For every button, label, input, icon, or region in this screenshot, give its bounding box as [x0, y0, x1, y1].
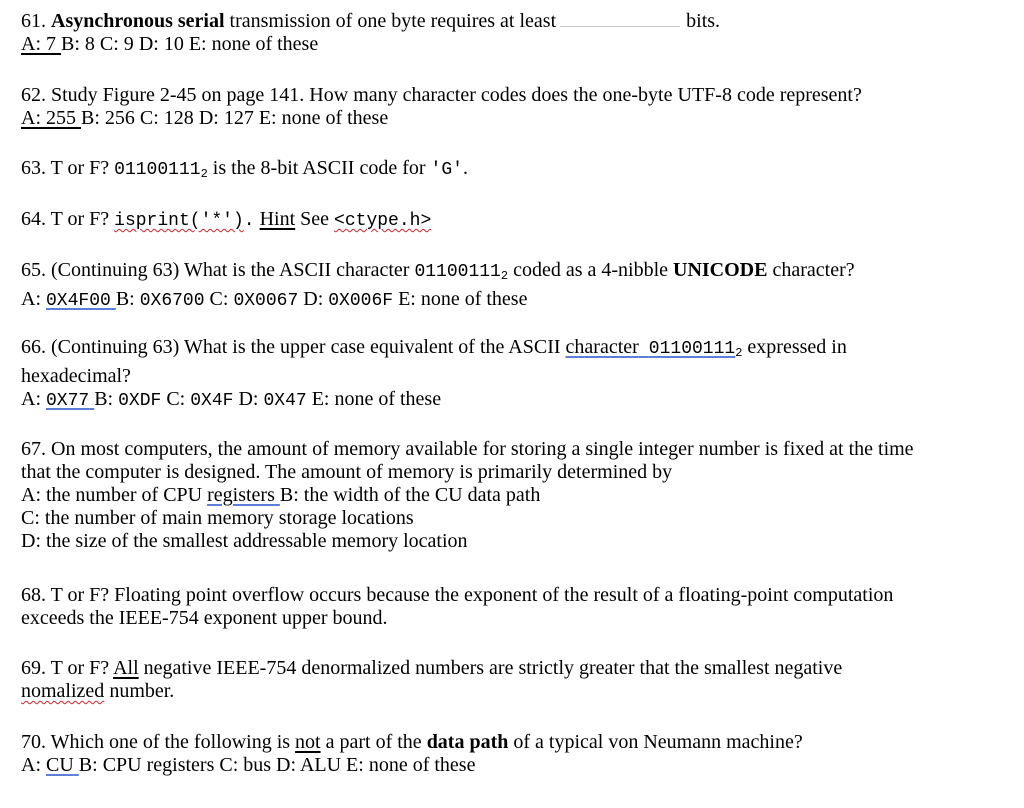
q69-end: number.	[109, 680, 175, 702]
q66-line2: hexadecimal?	[21, 365, 131, 387]
q63-prefix: 63. T or F?	[21, 157, 110, 179]
q68-line1: 68. T or F? Floating point overflow occurs because the exponent of the result of a floating-point computation	[21, 584, 894, 606]
q69-text: negative IEEE-754 denormalized numbers are strictly greater that the smallest negative	[143, 657, 843, 679]
q61-tail: bits.	[686, 10, 721, 32]
q70-a-label: A:	[21, 754, 41, 776]
q66-prefix: 66. (Continuing 63) What is the upper case equivalent of the ASCII	[21, 336, 561, 358]
q63-char-literal: 'G'	[430, 160, 463, 180]
q66-option-e: E: none of these	[311, 388, 442, 410]
q65-option-c: 0X0067	[233, 291, 299, 311]
q67-option-a-word: registers	[207, 484, 275, 506]
q66-word: character	[565, 336, 639, 358]
q68-line2: exceeds the IEEE-754 exponent upper bound.	[21, 607, 388, 629]
q65-text: coded as a 4-nibble	[513, 259, 669, 281]
q70-option-c: C: bus	[219, 754, 272, 776]
question-65	[21, 259, 855, 313]
question-70	[21, 731, 803, 777]
question-67	[21, 438, 914, 553]
q70-end: of a typical von Neumann machine?	[513, 731, 803, 753]
question-63	[21, 157, 468, 186]
q65-prefix: 65. (Continuing 63) What is the ASCII character	[21, 259, 410, 281]
q62-option-c: C: 128	[139, 107, 194, 129]
q62-option-e: E: none of these	[258, 107, 389, 129]
q66-a-label: A:	[21, 388, 41, 410]
q65-option-a: 0X4F00	[46, 291, 111, 311]
q62-text: 62. Study Figure 2-45 on page 141. How many character codes does the one-byte UTF-8 code represent?	[21, 84, 862, 106]
q67-option-d: D: the size of the smallest addressable memory location	[21, 530, 468, 552]
q67-option-a: A: the number of CPU	[21, 484, 203, 506]
q70-option-a: CU	[46, 754, 74, 776]
q64-hint: Hint	[259, 208, 296, 230]
q63-binary-code: 01100111	[114, 160, 201, 180]
q65-option-b: 0X6700	[139, 291, 205, 311]
q61-option-e: E: none of these	[188, 33, 319, 55]
question-68	[21, 584, 893, 630]
q67-line2: that the computer is designed. The amount of memory is primarily determined by	[21, 461, 673, 483]
q64-see: See	[300, 208, 330, 230]
question-61	[21, 10, 720, 56]
q65-end: character?	[772, 259, 855, 281]
question-66	[21, 336, 847, 413]
q65-binary-code: 01100111	[414, 262, 501, 282]
q70-option-e: E: none of these	[346, 754, 476, 776]
q61-option-c: C: 9	[99, 33, 134, 55]
q66-c-label: C:	[166, 388, 186, 410]
q63-subscript: 2	[200, 167, 208, 181]
q66-option-a: 0X77	[46, 391, 90, 411]
q61-text: transmission of one byte requires at least	[229, 10, 557, 32]
q64-dot: .	[243, 211, 255, 231]
q61-answer-blank[interactable]	[560, 10, 680, 27]
q70-not: not	[295, 731, 321, 753]
q65-b-label: B:	[115, 288, 135, 310]
q66-d-label: D:	[238, 388, 259, 410]
q62-option-d: D: 127	[198, 107, 254, 129]
q69-prefix: 69. T or F?	[21, 657, 110, 679]
q69-misspelled-word: nomalized	[21, 680, 105, 702]
q64-prefix: 64. T or F?	[21, 208, 110, 230]
q65-d-label: D:	[303, 288, 324, 310]
q67-option-c: C: the number of main memory storage locations	[21, 507, 414, 529]
q70-option-b: B: CPU registers	[78, 754, 215, 776]
question-64	[21, 208, 431, 233]
q70-prefix: 70. Which one of the following is	[21, 731, 291, 753]
q61-number: 61.	[21, 10, 46, 32]
question-69	[21, 657, 842, 703]
q70-option-d: D: ALU	[276, 754, 342, 776]
q66-option-d: 0X47	[263, 391, 307, 411]
q63-text: is the 8-bit ASCII code for	[212, 157, 426, 179]
q66-option-b: 0XDF	[118, 391, 162, 411]
q69-all: All	[113, 657, 139, 679]
q61-option-a: A: 7	[21, 33, 56, 55]
q66-option-c: 0X4F	[190, 391, 234, 411]
question-62	[21, 84, 862, 130]
q63-end: .	[462, 157, 468, 179]
q66-subscript: 2	[735, 346, 743, 360]
q66-end: expressed in	[747, 336, 847, 358]
q66-binary-code: 01100111	[648, 339, 736, 359]
q61-bold-term: Asynchronous serial	[51, 10, 225, 32]
q64-header: <ctype.h>	[334, 211, 432, 231]
q66-b-label: B:	[94, 388, 114, 410]
q65-a-label: A:	[21, 288, 41, 310]
q64-code: isprint('*')	[114, 211, 244, 231]
q67-line1: 67. On most computers, the amount of memory available for storing a single integer number is fixed at the time	[21, 438, 914, 460]
q67-option-b: B: the width of the CU data path	[279, 484, 541, 506]
q65-bold-term: UNICODE	[673, 259, 768, 281]
q70-mid: a part of the	[325, 731, 422, 753]
q65-subscript: 2	[500, 269, 509, 283]
q65-option-e: E: none of these	[398, 288, 528, 310]
q61-option-d: D: 10	[138, 33, 184, 55]
q62-option-a: A: 255	[21, 107, 76, 129]
q70-bold-term: data path	[426, 731, 509, 753]
q61-option-b: B: 8	[61, 33, 95, 55]
q65-option-d: 0X006F	[328, 291, 394, 311]
q62-option-b: B: 256	[81, 107, 135, 129]
q65-c-label: C:	[209, 288, 229, 310]
